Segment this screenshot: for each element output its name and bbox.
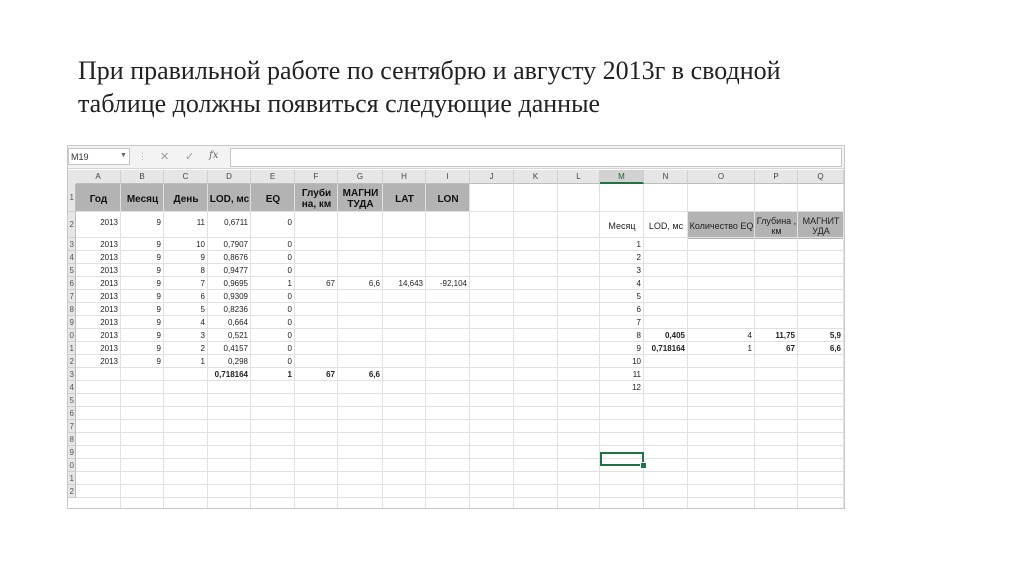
table-cell: 9 [156,318,161,327]
table-cell: 9 [156,279,161,288]
table-cell: 4 [200,318,205,327]
summary-month-cell: 9 [636,344,641,353]
table-cell: 67 [326,279,335,288]
table-cell: 0 [287,357,292,366]
summary-month-cell: 12 [632,383,641,392]
table-cell: 0,664 [227,318,248,327]
row-header[interactable]: 2 [69,357,74,366]
table-cell: 0,9477 [223,266,248,275]
gridline-horizontal [76,445,844,446]
spreadsheet-screenshot [67,145,845,509]
slide-title [78,54,958,120]
summary-magnitude-cell: 5,9 [829,331,841,340]
table-header-cell [164,186,208,212]
summary-header-label: Месяц [608,220,636,231]
table-cell: 3 [200,331,205,340]
column-header-n[interactable]: N [644,170,688,184]
summary-lod-cell: 0,718164 [651,344,685,353]
table-cell: 14,643 [398,279,423,288]
table-cell: 9 [156,305,161,314]
drag-handle-icon[interactable]: ⋮ [138,151,147,161]
table-cell: 11 [196,218,205,227]
table-cell: 6 [200,292,205,301]
table-cell: 0 [287,305,292,314]
table-cell: 9 [156,357,161,366]
summary-lod-cell: 0,405 [664,331,685,340]
row-header[interactable]: 1 [69,474,74,483]
summary-eq-cell: 1 [747,344,752,353]
gridline-vertical [469,184,470,508]
summary-month-cell: 8 [636,331,641,340]
confirm-icon[interactable]: ✓ [185,151,195,163]
table-cell: 0 [287,292,292,301]
column-header-i[interactable]: I [426,170,470,184]
gridline-vertical [557,184,558,508]
column-header-e[interactable]: E [251,170,295,184]
summary-depth-cell: 67 [786,344,795,353]
summary-month-cell: 2 [636,253,641,262]
row-header[interactable]: 1 [68,184,76,212]
summary-eq-cell: 4 [747,331,752,340]
table-cell: 7 [200,279,205,288]
row-header[interactable]: 3 [69,370,74,379]
slide-title-line-2: таблице должны появиться следующие данные [78,89,601,118]
insert-function-icon[interactable]: fx [209,150,219,161]
row-header[interactable]: 9 [69,318,74,327]
table-cell: 6,6 [368,279,380,288]
summary-magnitude-cell: 6,6 [829,344,841,353]
gridline-vertical [425,184,426,508]
gridline-vertical [294,184,295,508]
formula-bar [68,146,844,169]
table-header-label: Месяц [126,193,159,205]
gridline-horizontal [76,432,844,433]
table-header-cell [338,186,383,212]
table-cell: 2013 [100,279,118,288]
column-header-d[interactable]: D [208,170,251,184]
table-header-label: День [173,193,199,205]
table-cell: -92,104 [439,279,467,288]
table-cell: 0,6711 [224,218,248,227]
table-header-cell [426,186,470,212]
gridline-vertical [163,184,164,508]
total-cell: 6,6 [368,370,380,379]
table-cell: 2013 [100,266,118,275]
table-cell: 0 [287,240,292,249]
table-header-cell [383,186,426,212]
gridline-horizontal [76,393,844,394]
row-header[interactable]: 0 [69,331,74,340]
table-cell: 8 [200,266,205,275]
table-cell: 2013 [100,292,118,301]
row-header[interactable]: 4 [69,383,74,392]
summary-header-cell [798,213,844,238]
chevron-down-icon[interactable]: ▼ [120,152,127,159]
column-header-m[interactable]: M [600,170,644,184]
table-cell: 10 [196,240,205,249]
table-header-label: Глуби на, км [301,188,332,210]
total-cell: 1 [287,370,292,379]
table-cell: 2 [200,344,205,353]
table-cell: 9 [156,240,161,249]
table-cell: 9 [156,218,161,227]
row-header[interactable]: 1 [69,344,74,353]
table-cell: 0,8236 [223,305,248,314]
row-header[interactable]: 6 [69,409,74,418]
summary-month-cell: 4 [636,279,641,288]
summary-header-label: Глубина , км [756,215,797,236]
gridline-vertical [120,184,121,508]
gridline-vertical [207,184,208,508]
gridline-horizontal [76,458,844,459]
gridline-vertical [382,184,383,508]
gridline-horizontal [76,497,844,498]
cancel-icon[interactable]: ✕ [160,151,170,163]
column-header-q[interactable]: Q [798,170,844,184]
gridline-horizontal [76,484,844,485]
summary-month-cell: 11 [632,370,641,379]
table-cell: 0,521 [227,331,248,340]
table-cell: 2013 [100,253,118,262]
table-cell: 9 [156,344,161,353]
table-cell: 0 [287,253,292,262]
table-cell: 2013 [100,240,118,249]
table-cell: 9 [200,253,205,262]
summary-month-cell: 1 [636,240,641,249]
table-header-label: МАГНИ ТУДА [342,188,379,210]
summary-header-cell [644,213,688,238]
gridline-horizontal [76,419,844,420]
row-header[interactable]: 7 [69,422,74,431]
total-cell: 67 [326,370,335,379]
name-box[interactable]: M19 [68,148,130,165]
formula-input[interactable] [230,148,842,167]
table-cell: 0,8676 [223,253,248,262]
summary-header-label: Количество EQ [689,220,754,231]
row-header[interactable]: 6 [69,279,74,288]
table-cell: 0 [287,318,292,327]
column-header-l[interactable]: L [558,170,600,184]
column-header-p[interactable]: P [755,170,798,184]
table-cell: 2013 [100,331,118,340]
column-header-b[interactable]: B [121,170,164,184]
row-header[interactable]: 8 [69,435,74,444]
table-cell: 0 [287,218,292,227]
summary-header-label: LOD, мс [648,220,684,231]
table-cell: 9 [156,266,161,275]
summary-header-cell [755,213,798,238]
table-header-label: LOD, мс [209,193,250,205]
summary-month-cell: 7 [636,318,641,327]
table-cell: 2013 [100,344,118,353]
row-header[interactable]: 2 [68,212,76,238]
row-header[interactable]: 5 [69,396,74,405]
table-header-cell [295,186,338,212]
summary-depth-cell: 11,75 [775,331,795,340]
active-cell-selection[interactable] [600,452,644,466]
gridline-vertical [250,184,251,508]
column-header-c[interactable]: C [164,170,208,184]
table-cell: 0 [287,331,292,340]
row-header[interactable]: 4 [69,253,74,262]
table-cell: 9 [156,253,161,262]
column-header-g[interactable]: G [338,170,383,184]
table-header-label: LAT [395,193,414,205]
table-header-label: LON [437,193,459,205]
table-cell: 0,9695 [223,279,248,288]
row-header[interactable]: 8 [69,305,74,314]
gridline-horizontal [76,406,844,407]
summary-header-cell [600,213,644,238]
table-cell: 0,9309 [223,292,248,301]
column-header-k[interactable]: K [514,170,558,184]
fill-handle[interactable] [640,462,647,469]
summary-month-cell: 10 [632,357,641,366]
table-header-cell [76,186,121,212]
table-cell: 1 [200,357,205,366]
gridline-vertical [513,184,514,508]
gridline-horizontal [76,380,844,381]
column-header-a[interactable]: A [76,170,121,184]
table-cell: 9 [156,331,161,340]
summary-header-cell [688,213,755,238]
table-cell: 5 [200,305,205,314]
row-header[interactable]: 3 [69,240,74,249]
row-header[interactable]: 9 [69,448,74,457]
slide-title-line-1: При правильной работе по сентябрю и августу 2013г в сводной [78,56,781,85]
table-cell: 1 [287,279,292,288]
table-cell: 0,7907 [223,240,248,249]
table-cell: 2013 [100,357,118,366]
row-header[interactable]: 5 [69,266,74,275]
table-cell: 0,4157 [223,344,248,353]
column-header-j[interactable]: J [470,170,514,184]
summary-month-cell: 6 [636,305,641,314]
summary-month-cell: 3 [636,266,641,275]
summary-month-cell: 5 [636,292,641,301]
column-header-o[interactable]: O [688,170,755,184]
table-cell: 0,298 [227,357,248,366]
table-header-cell [121,186,164,212]
table-header-label: EQ [265,193,281,205]
table-header-label: Год [89,193,108,205]
total-cell: 0,718164 [214,370,248,379]
table-cell: 0 [287,344,292,353]
table-cell: 2013 [100,218,118,227]
table-cell: 0 [287,266,292,275]
gridline-vertical [337,184,338,508]
column-header-f[interactable]: F [295,170,338,184]
table-cell: 2013 [100,305,118,314]
row-header[interactable]: 2 [69,487,74,496]
gridline-horizontal [76,471,844,472]
column-header-h[interactable]: H [383,170,426,184]
table-cell: 2013 [100,318,118,327]
summary-header-label: МАГНИТ УДА [802,215,840,236]
table-header-cell [208,186,251,212]
table-header-cell [251,186,295,212]
row-header[interactable]: 0 [69,461,74,470]
table-cell: 9 [156,292,161,301]
row-header[interactable]: 7 [69,292,74,301]
